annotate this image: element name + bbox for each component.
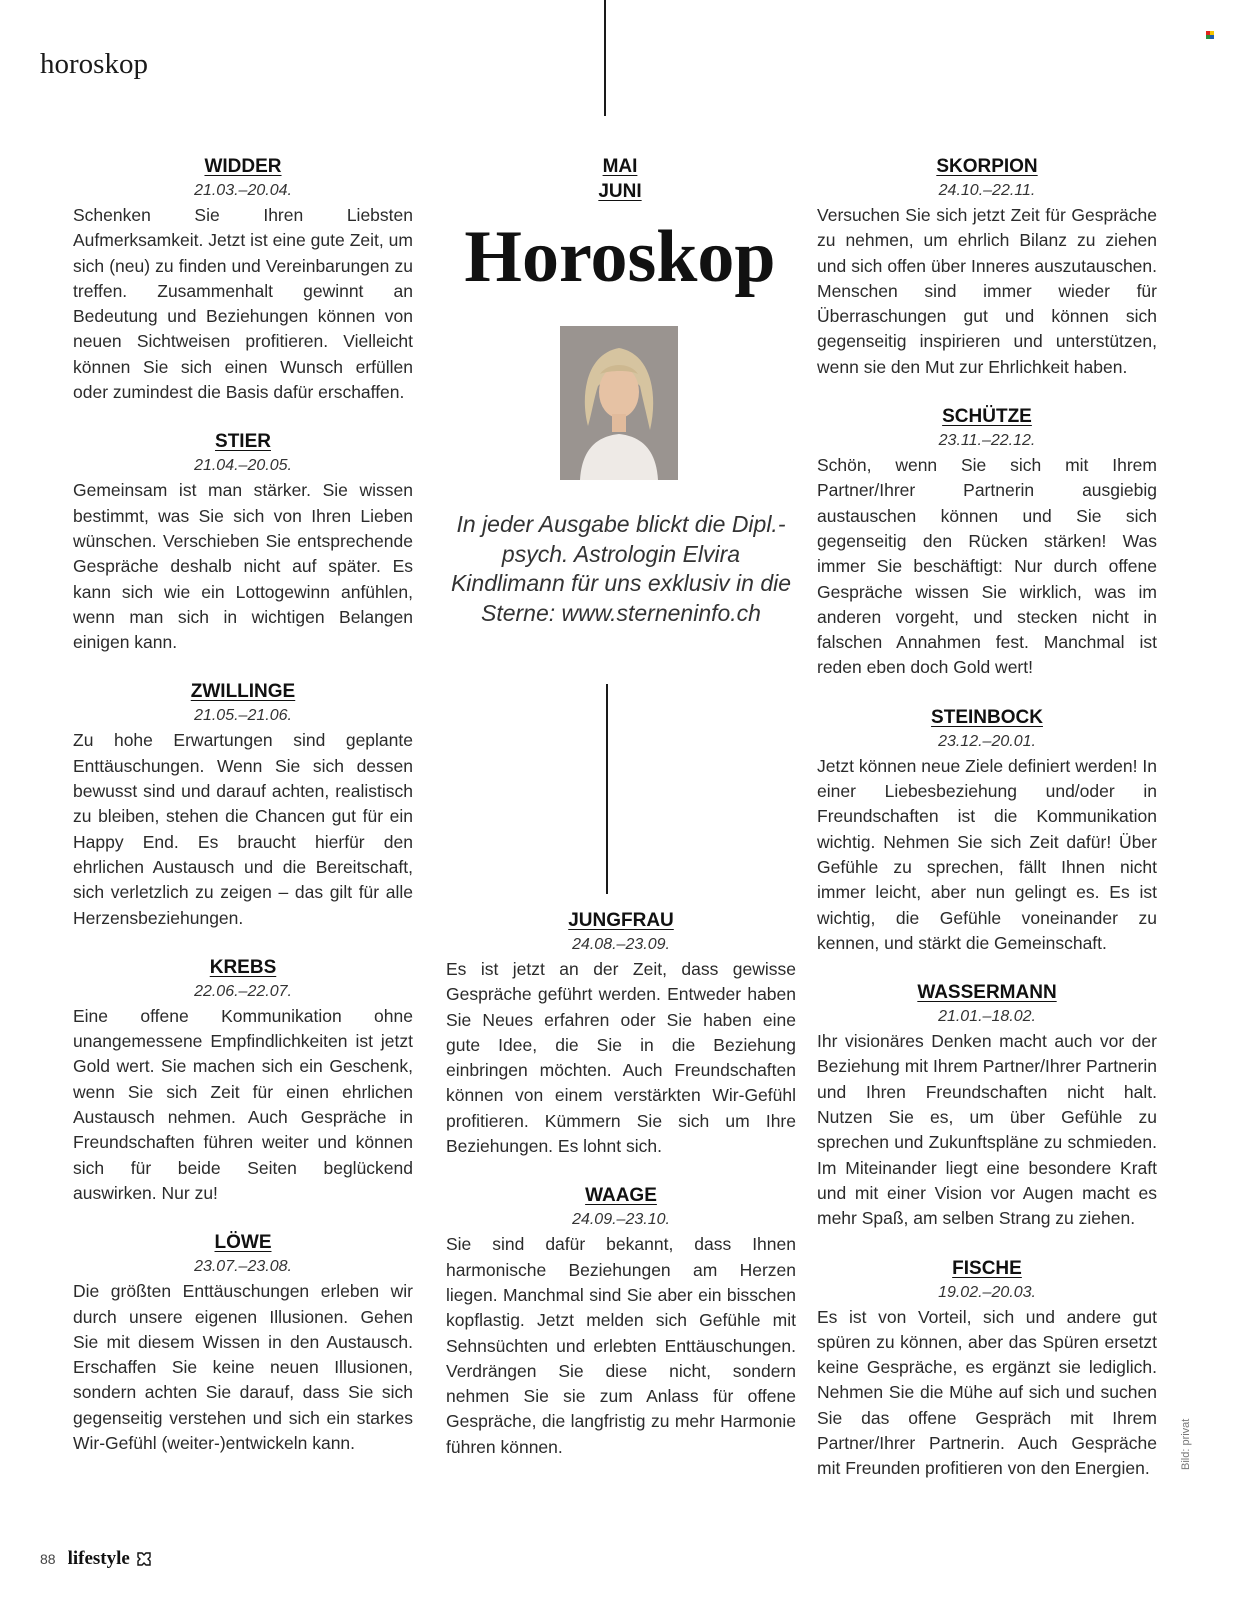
left-column bbox=[73, 154, 413, 1480]
sign-text: Eine offene Kommunikation ohne unangemessene Empfindlichkeiten ist jetzt Gold wert. Sie machen sich ein Geschenk, wenn Sie sich Zeit für einen ehrlichen Austausch nehmen. Auch Gespräche in Freundschaften führen weiter und können sich für beide Seiten beglückend auswirken. Nur zu! bbox=[73, 1005, 413, 1203]
sign-wassermann bbox=[817, 980, 1157, 1231]
brand-name: lifestyle bbox=[67, 1548, 130, 1569]
sign-name: ZWILLINGE bbox=[190, 681, 296, 703]
sign-date: 23.07.–23.08. bbox=[194, 1258, 292, 1276]
photo-credit: Bild: privat bbox=[1180, 1418, 1192, 1470]
sign-text: Die größten Enttäuschungen erleben wir durch unsere eigenen Illusionen. Gehen Sie mit diesem Wissen in den Austausch. Erschaffen Sie keine neuen Illusionen, sondern achten Sie darauf, dass Sie sich gegenseitig verstehen und sich ein starkes Wir-Gefühl (weiter-)entwickeln kann. bbox=[73, 1281, 413, 1453]
sign-text: Es ist jetzt an der Zeit, dass gewisse Gespräche geführt werden. Entweder haben Sie Neues erfahren oder Sie haben eine gute Idee, die Sie in die Beziehung einbringen möchten. Auch Freundschaften können von einem verstärkten Wir-Gefühl profitieren. Kümmern Sie sich um Ihre Beziehungen. Es lohnt sich. bbox=[446, 959, 796, 1157]
sign-date: 22.06.–22.07. bbox=[194, 982, 292, 1000]
sign-stier bbox=[73, 429, 413, 655]
sign-date: 21.01.–18.02. bbox=[938, 1008, 1036, 1026]
top-divider-line bbox=[604, 0, 606, 116]
sign-name: JUNGFRAU bbox=[568, 910, 674, 931]
frame-logo-icon bbox=[136, 1551, 152, 1567]
sign-text: Zu hohe Erwartungen sind geplante Enttäuschungen. Wenn Sie sich dessen bewusst sind und darauf achten, realistisch zu bleiben, stehen die Chancen gut für ein Happy End. Es braucht hierfür den ehrlichen Austausch und die Bereitschaft, sich verletzlich zu zeigen – das gilt für alle Herzensbeziehungen. bbox=[73, 730, 413, 928]
sign-text: Schenken Sie Ihren Liebsten Aufmerksamkeit. Jetzt ist eine gute Zeit, um sich (neu) zu finden und Vereinbarungen zu treffen. Zusammenhalt gewinnt an Bedeutung und Beziehungen können von neuen Sichtweisen profitieren. Vielleicht können Sie sich einen Wunsch erfüllen oder zumindest die Basis dafür erschaffen. bbox=[73, 205, 413, 403]
sign-name: SCHÜTZE bbox=[942, 406, 1032, 428]
sign-name: WAAGE bbox=[585, 1185, 657, 1207]
month-label-2: JUNI bbox=[598, 181, 642, 202]
sign-date: 24.10.–22.11. bbox=[938, 182, 1036, 199]
page-title: Horoskop bbox=[464, 216, 776, 298]
sign-name: WASSERMANN bbox=[917, 982, 1057, 1004]
right-column bbox=[817, 154, 1157, 1506]
mid-divider-line bbox=[606, 684, 608, 894]
sign-skorpion bbox=[817, 154, 1157, 380]
sign-schuetze bbox=[817, 404, 1157, 681]
sign-waage bbox=[446, 1183, 796, 1460]
color-mark-icon bbox=[1206, 31, 1214, 39]
section-label: horoskop bbox=[40, 48, 148, 80]
astrologer-portrait bbox=[560, 326, 678, 480]
sign-krebs bbox=[73, 955, 413, 1206]
sign-date: 21.03.–20.04. bbox=[194, 182, 292, 199]
page-footer bbox=[40, 1548, 152, 1570]
sign-jungfrau bbox=[446, 908, 796, 1159]
sign-name: STIER bbox=[215, 431, 271, 453]
sign-widder bbox=[73, 154, 413, 405]
sign-text: Es ist von Vorteil, sich und andere gut spüren zu können, aber das Spüren ersetzt keine Gespräche, es ergänzt sie lediglich. Nehmen Sie die Mühe auf sich und suchen Sie das offene Gespräch mit Ihrem Partner/Ihrer Partnerin. Auch Gespräche mit Freunden profitieren von den Energien. bbox=[817, 1306, 1157, 1479]
page-number: 88 bbox=[40, 1551, 56, 1567]
sign-text: Gemeinsam ist man stärker. Sie wissen bestimmt, was Sie sich von Ihren Lieben wünschen. Verschieben Sie entsprechende Gespräche deshalb nicht auf später. Es kann sich wie ein Lottogewinn anfühlen, wenn man sich in wichtigen Belangen einigen kann. bbox=[73, 480, 413, 653]
sign-name: LÖWE bbox=[214, 1232, 272, 1254]
sign-zwillinge bbox=[73, 679, 413, 930]
sign-text: Ihr visionäres Denken macht auch vor der Beziehung mit Ihrem Partner/Ihrer Partnerin und Ihren Freundschaften nicht halt. Nutzen Sie es, um über Gefühle zu sprechen und Zukunftspläne zu schmieden. Im Miteinander liegt eine besondere Kraft und mit einer Vision vor Augen macht es mehr Spaß, am selben Strang zu ziehen. bbox=[817, 1031, 1157, 1229]
sign-date: 21.05.–21.06. bbox=[194, 707, 292, 725]
sign-name: STEINBOCK bbox=[931, 706, 1043, 728]
sign-date: 23.12.–20.01. bbox=[938, 732, 1036, 750]
sign-steinbock bbox=[817, 705, 1157, 956]
sign-date: 19.02.–20.03. bbox=[938, 1283, 1036, 1301]
sign-date: 21.04.–20.05. bbox=[194, 457, 292, 475]
sign-text: Versuchen Sie sich jetzt Zeit für Gespräche zu nehmen, um ehrlich Bilanz zu ziehen und sich offen über Inneres auszutauschen. Menschen sind immer wieder für Überraschungen gut und können sich gegenseitig inspirieren und unterstützen, wenn sie den Mut zur Ehrlichkeit haben. bbox=[817, 205, 1157, 377]
sign-date: 24.09.–23.10. bbox=[572, 1211, 670, 1229]
intro-text: In jeder Ausgabe blickt die Dipl.-psych. Astrologin Elvira Kindlimann für uns exklusiv in die Sterne: www.sterneninfo.ch bbox=[450, 511, 792, 626]
sign-text: Schön, wenn Sie sich mit Ihrem Partner/Ihrer Partnerin ausgiebig austauschen können und Sie sich gegenseitig den Rücken stärken! Was immer Sie beschäftigt: Nur durch offene Gespräche wissen Sie wirklich, was im anderen vorgeht, und stecken nicht in falschen Annahmen fest. Manchmal ist reden eben doch Gold wert! bbox=[817, 455, 1157, 678]
sign-name: FISCHE bbox=[952, 1257, 1022, 1279]
sign-name: KREBS bbox=[209, 956, 277, 978]
month-label-1: MAI bbox=[602, 156, 638, 177]
sign-fische bbox=[817, 1256, 1157, 1482]
sign-date: 23.11.–22.12. bbox=[938, 432, 1036, 450]
sign-text: Jetzt können neue Ziele definiert werden! In einer Liebesbeziehung und/oder in Freundschaften ist die Kommunikation wichtig. Nehmen Sie sich Zeit dafür! Über Gefühle zu sprechen, fällt Ihnen nicht immer leicht, aber nun gelingt es. Es ist wichtig, die Gefühle voneinander zu kennen, und stärkt die Gemeinschaft. bbox=[817, 755, 1157, 953]
sign-name: SKORPION bbox=[936, 156, 1038, 177]
middle-column bbox=[446, 908, 796, 1484]
sign-text: Sie sind dafür bekannt, dass Ihnen harmonische Beziehungen am Herzen liegen. Manchmal sind Sie aber ein bisschen kopflastig. Jetzt melden sich Gefühle mit Sehnsüchten und erlebten Enttäuschungen. Verdrängen Sie diese nicht, sondern nehmen Sie sie zum Anlass für offene Gespräche, die langfristig zu mehr Harmonie führen können. bbox=[446, 1234, 796, 1457]
sign-loewe bbox=[73, 1230, 413, 1456]
sign-date: 24.08.–23.09. bbox=[572, 936, 670, 953]
sign-name: WIDDER bbox=[204, 156, 282, 177]
